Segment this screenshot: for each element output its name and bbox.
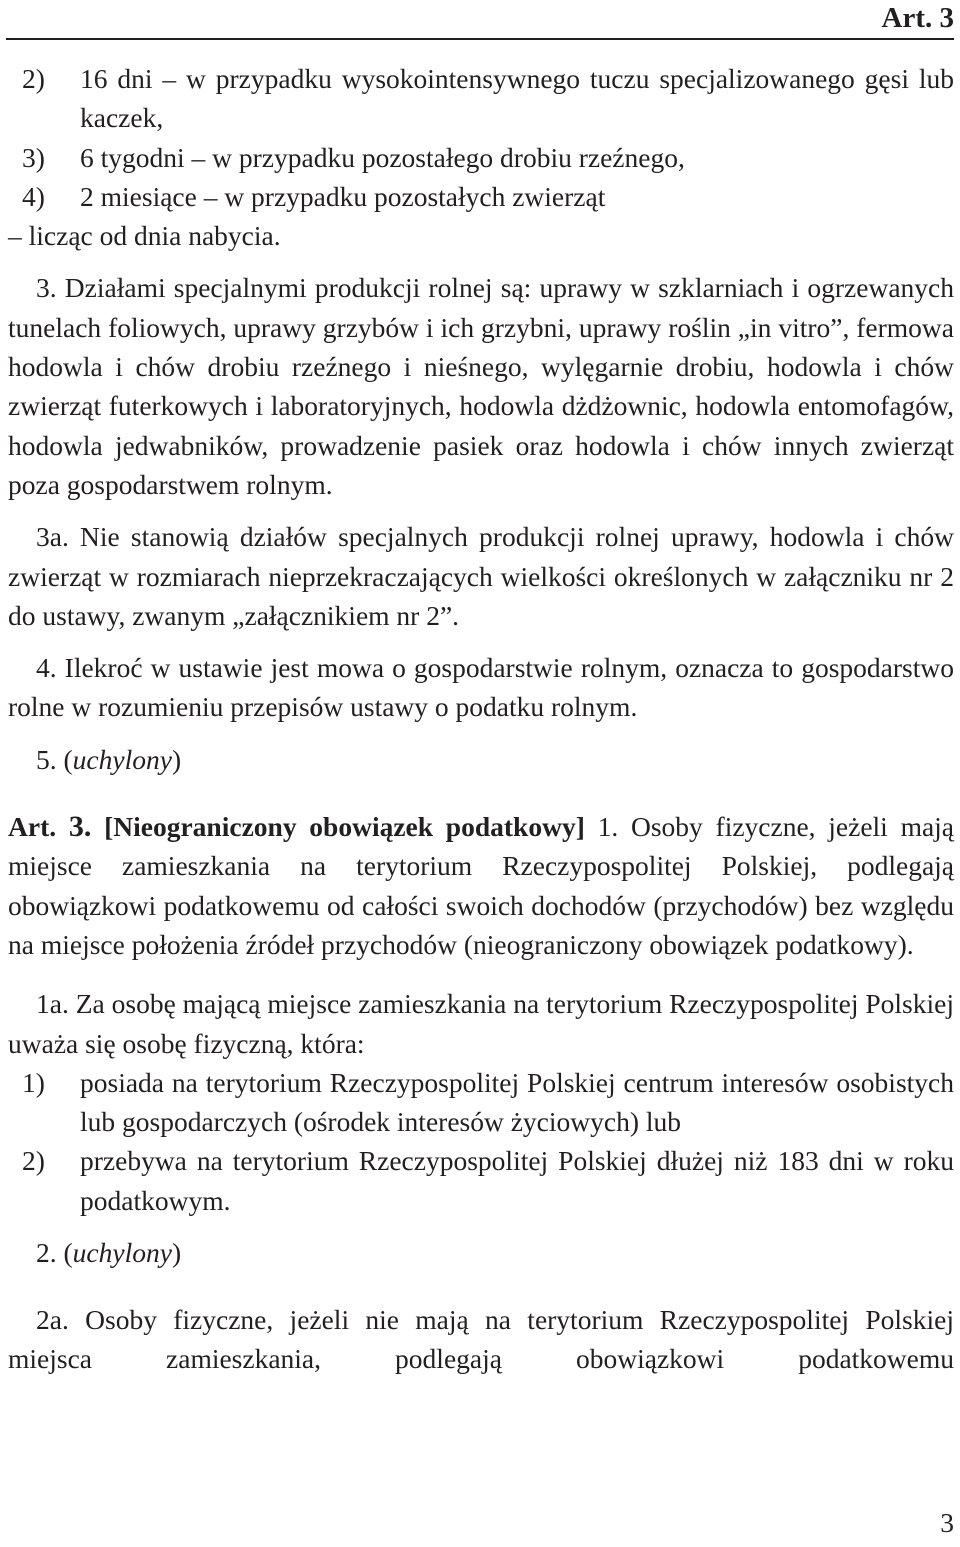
list-item-number: 3) — [22, 141, 45, 173]
list-item-text: 2 miesiące – w przypadku pozostałych zwierząt — [80, 180, 606, 212]
list-item-text: 6 tygodni – w przypadku pozostałego drobiu rzeźnego, — [80, 141, 685, 173]
article-number: 3. — [68, 810, 92, 844]
list-item-text: 16 dni – w przypadku wysokointensywnego tuczu specjalizowanego gęsi lub kaczek, — [80, 63, 954, 134]
article-label: Art. — [8, 811, 57, 843]
list-item — [8, 1063, 954, 1142]
paragraph-2a: 2a. Osoby fizyczne, jeżeli nie mają na terytorium Rzeczypospolitej Polskiej miejsca zamieszkania, podlegają obowiązkowi podatkowemu — [8, 1303, 954, 1375]
paragraph-number: 5. — [36, 743, 57, 775]
paragraph-5 — [8, 740, 954, 779]
list-item-text: przebywa na terytorium Rzeczypospolitej Polskiej dłużej niż 183 dni w roku podatkowym. — [80, 1145, 954, 1216]
header-rule — [6, 38, 954, 40]
open-paren: ( — [63, 743, 73, 775]
article-3-paragraph-1 — [8, 807, 954, 964]
paragraph-1a: 1a. Za osobę mającą miejsce zamieszkania na terytorium Rzeczypospolitej Polskiej uważa się osobę fizyczną, która: — [8, 988, 954, 1059]
repealed-note: uchylony — [72, 1237, 172, 1269]
list-item — [8, 59, 954, 138]
paragraph-3a: 3a. Nie stanowią działów specjalnych produkcji rolnej uprawy, hodowla i chów zwierząt w rozmiarach nieprzekraczających wielkości określonych w załączniku nr 2 do ustawy, zwanym „załącznikiem nr 2”. — [8, 521, 954, 631]
paragraph-3: 3. Działami specjalnymi produkcji rolnej są: uprawy w szklarniach i ogrzewanych tunelach foliowych, uprawy grzybów i ich grzybni, uprawy roślin „in vitro”, fermowa hodowla i chów drobiu rzeźnego i nieśnego, wylęgarnie drobiu, hodowla i chów zwierząt futerkowych i laboratoryjnych, hodowla dżdżownic, hodowla entomofagów, hodowla jedwabników, prowadzenie pasiek oraz hodowla i chów innych zwierząt poza gospodarstwem rolnym. — [8, 272, 954, 500]
close-paren: ) — [171, 743, 182, 775]
running-header: Art. 3 — [881, 2, 954, 34]
page-number: 3 — [940, 1507, 954, 1538]
open-paren: ( — [63, 1237, 73, 1269]
list-item-number: 2) — [22, 63, 45, 94]
list-item-text: posiada na terytorium Rzeczypospolitej Polskiej centrum interesów osobistych lub gospodarczych (ośrodek interesów życiowych) lub — [80, 1066, 954, 1138]
page-content — [8, 59, 954, 1378]
list-item — [8, 138, 954, 177]
list-item-number: 4) — [22, 180, 45, 212]
list-item — [8, 177, 954, 216]
list-item — [8, 1141, 954, 1220]
list-item-number: 1) — [22, 1066, 45, 1098]
repealed-note: uchylony — [72, 743, 172, 775]
counting-note: – licząc od dnia nabycia. — [8, 220, 281, 252]
paragraph-2 — [8, 1233, 954, 1272]
paragraph-number: 2. — [36, 1237, 57, 1269]
article-heading: [Nieograniczony obowiązek podatkowy] — [104, 811, 585, 843]
list-item-number: 2) — [22, 1145, 45, 1177]
article-text: 1. Osoby fizyczne, jeżeli mają miejsce zamieszkania na terytorium Rzeczypospolitej Polskiej, podlegają obowiązkowi podatkowemu od całości swoich dochodów (przychodów) bez względu na miejsce położenia źródeł przychodów (nieograniczony obowiązek podatkowy). — [8, 811, 955, 960]
close-paren: ) — [171, 1237, 182, 1269]
paragraph-4: 4. Ilekroć w ustawie jest mowa o gospodarstwie rolnym, oznacza to gospodarstwo rolne w rozumieniu przepisów ustawy o podatku rolnym. — [8, 652, 954, 723]
